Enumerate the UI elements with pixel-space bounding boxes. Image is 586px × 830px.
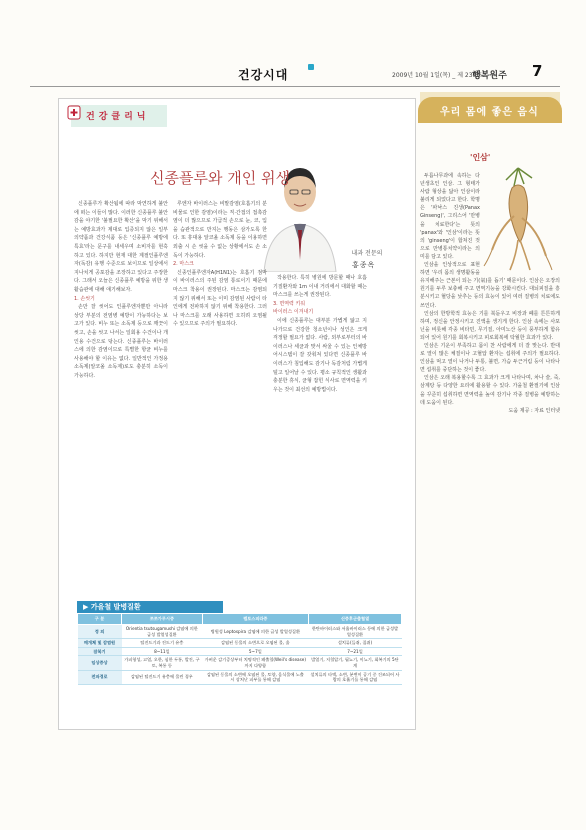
table-header-row — [78, 614, 402, 625]
food-paragraph: 인삼은 기운이 부족하고 몸이 찬 사람에게 더 잘 맞는다. 반대로 열이 많은 체질이나 고혈압 환자는 섭취에 주의가 필요하다. 인삼을 먹고 열이 나거나 두통, 불면, 가슴 두근거림 등이 나타나면 섭취를 중단하는 것이 좋다. — [420, 342, 560, 374]
column-3-heading: 바이러스 이겨내기 — [273, 309, 314, 316]
column-kicker: 건강클리닉 — [86, 112, 150, 122]
food-source: 도움 제공 : 자료 인터넷 — [508, 407, 560, 414]
table-header-cell: 쯔쯔가무시증 — [122, 614, 203, 625]
section-title: 건강시대 — [238, 68, 289, 82]
row-label: 잠복기 — [78, 647, 122, 656]
author-caption: 내과 전문의 — [351, 250, 383, 257]
issue-date: 2009년 10월 1일(목) _ 제 238호 — [392, 72, 483, 79]
row-label: 정 의 — [78, 625, 122, 639]
food-paragraph: 두릅나무과에 속하는 다년생초인 인삼. 그 형태가 사람 형상을 닮아 인삼이라 불리게 되었다고 한다. 학명은 '파낙스 진생(Panax Ginseng)', 그리스어 '만병을 치료한다'는 뜻의 'panax'와 '인삼'이라는 뜻의 'ginseng'이 합쳐진 것으로 만병통치약이라는 의미를 담고 있다. — [420, 173, 480, 260]
page-number: 7 — [532, 62, 543, 80]
table-cell: 병원성 Leptospira 감염에 의한 급성 발열성질환 — [202, 625, 308, 639]
table-header-cell: 구 분 — [78, 614, 122, 625]
table-cell: 털진드기과 진드기 유충 — [122, 639, 203, 648]
column-2-paragraph: 루엔자 바이러스는 비말감염(호흡기의 분비물로 인한 감염)이라는 직·간접의 접촉감염이 더 많으므로 가급적 손으로 눈, 코, 입을 습관적으로 만지는 행동은 삼가도록 한다. 또 휴대용 알코올 소독제 등을 이용하면 외출 시 손 씻을 수 없는 상황에서도 손 소독이 가능하다. — [173, 201, 267, 259]
table-cell: 가피형성, 고열, 오한, 심한 두통, 발진, 구토, 복통 등 — [122, 656, 203, 670]
row-label: 전파경로 — [78, 670, 122, 684]
author-signature: 홍종옥 — [352, 261, 376, 269]
table-cell: 5~7일 — [202, 647, 308, 656]
table-cell: 가벼운 감기증상부터 치명적인 폐출혈(Weil's disease)까지 다양함 — [202, 656, 308, 670]
table-cell: 설치류(들쥐, 집쥐) — [308, 639, 401, 648]
food-paragraph: 인삼의 한방학적 효능은 기를 북돋우고 비장과 폐를 튼튼하게 하며, 정신을 안정시키고 진액을 생기게 한다. 인삼 속에는 사포닌을 비롯해 각종 비타민, 무기질, 아미노산 등이 풍부하게 함유되어 있어 원기를 회복시키고 피로회복에 탁월한 효과가 있다. — [420, 310, 560, 341]
disease-table-title-text: 가을철 발병질환 — [90, 603, 141, 611]
ginseng-icon — [480, 166, 556, 274]
food-paragraph: 인삼을 인상적으로 표현하면 '우리 몸의 생명활동을 유지해주는 근본이 되는 기(氣)를 돕기' 때문이다. 인삼은 오장의 원기를 두루 보충해 주고 면역기능을 강화시킨다. 대뇌피질을 흥분시키고 혈당을 낮추는 등의 효능이 있어 여러 질병의 치료에도 쓰인다. — [420, 262, 560, 309]
header-divider — [30, 86, 560, 87]
table-row — [78, 656, 402, 670]
table-header-cell: 렙토스피라증 — [202, 614, 308, 625]
column-2-paragraph: 신종인플루엔자A(H1N1)는 호흡기 점막이 바이러스의 주된 감염 통로이기 때문에 마스크 착용이 권장된다. 마스크는 감염되지 않기 위해서 또는 이미 감염된 사람이 타인에게 전파하지 않기 위해 착용한다. 그러나 마스크를 오래 사용하면 오히려 오염될 수 있으므로 주의가 필요하다. — [173, 269, 267, 328]
table-cell: 감염된 털진드기 유충에 물린 경우 — [122, 670, 203, 684]
table-cell: 7~21일 — [308, 647, 401, 656]
row-label: 임상증상 — [78, 656, 122, 670]
medical-icon — [67, 104, 81, 120]
article-column-1 — [74, 200, 168, 590]
disease-table — [77, 613, 402, 685]
article-column-3 — [273, 274, 367, 590]
table-cell: 설치류의 타액, 소변, 분변이 공기 중 건조되어 사람의 호흡기를 통해 감염 — [308, 670, 401, 684]
table-cell: 감염된 동물의 소변으로 오염된 물, 흙 — [202, 639, 308, 648]
column-3-heading: 3. 면역력 키워 — [273, 300, 306, 307]
table-row — [78, 670, 402, 684]
column-1-heading: 1. 손씻기 — [74, 295, 95, 302]
table-row — [78, 625, 402, 639]
article-title: 신종플루와 개인 위생 — [150, 169, 290, 187]
paper-name: 행복원주 — [472, 71, 507, 81]
table-row — [78, 647, 402, 656]
table-cell: 8~11일 — [122, 647, 203, 656]
row-label: 매개체 및 감염원 — [78, 639, 122, 648]
disease-table-title: ▶ 가을철 발병질환 — [77, 601, 223, 613]
table-cell: 한탄바이러스와 서울바이러스 등에 의한 급성발열성질환 — [308, 625, 401, 639]
section-bullet-icon — [308, 64, 314, 70]
column-3-paragraph: 작용한다. 특히 병원에 방문할 때나 호흡기질환자와 1m 이내 거리에서 대화할 때는 마스크를 쓰는게 권장된다. — [273, 275, 367, 299]
table-row — [78, 639, 402, 648]
table-cell: Orientia tsutsugamushi 감염에 의한 급성 발열성질환 — [122, 625, 203, 639]
table-header-cell: 신증후군출혈열 — [308, 614, 401, 625]
doctor-photo — [254, 132, 346, 272]
article-column-2 — [173, 200, 267, 590]
food-column-title: 우리 몸에 좋은 음식 — [440, 107, 539, 118]
column-1-paragraph: 손만 잘 씻어도 인플루엔자뿐만 아니라 상당 부분의 전염병 예방이 가능하다는 보고가 있다. 비누 또는 소독제 등으로 깨끗이 씻고, 손을 씻고 나서는 일회용 수건이나 개인용 수건으로 닦는다. 신종플루는 바이러스에 의한 감염이므로 특별한 항균 비누를 사용해야 할 이유는 없다. 일반적인 가정용 소독제(알코올 소독제)로도 충분히 소독이 가능하다. — [74, 304, 168, 379]
column-3-paragraph: 이에 신종플루는 대부분 가볍게 앓고 지나가므로 건강한 청소년이나 성인은 크게 걱정할 필요가 없다. 사람, 외부로부터의 바이러스나 세균과 맞서 싸울 수 있는 인체방어시스템이 잘 갖춰져 있다면 신종플루 바이러스가 침입해도 감기나 독감처럼 가볍게 털고 일어날 수 있다. 평소 규칙적인 생활과 충분한 휴식, 균형 잡힌 식사로 면역력을 키우는 것이 최선의 예방법이다. — [273, 317, 367, 393]
table-cell: 감염된 동물의 소변에 오염된 물, 토양, 음식물에 노출 시 상처난 피부를 통해 감염 — [202, 670, 308, 684]
food-paragraph: 인삼은 오래 복용할수록 그 효과가 크게 나타나며, 차나 술, 죽, 삼계탕 등 다양한 요리에 활용할 수 있다. 가을철 환절기에 인삼을 꾸준히 섭취하면 면역력을 높여 감기나 각종 질병을 예방하는 데 도움이 된다. — [420, 375, 560, 406]
table-cell: 발열기, 저혈압기, 핍뇨기, 이뇨기, 회복기의 5단계 — [308, 656, 401, 670]
column-1-paragraph: 신종플루가 확산됨에 따라 막연하게 불안에 떠는 이들이 많다. 이러한 신종플루 불안감을 야기한 '불필요한 확산'을 막기 위해서는 예방효과가 제대로 입증되지 않은 일부 의약품과 건강식품 등은 '신종플루 예방에 특효'라는 문구를 내세우며 소비자를 현혹하고 있다. 하지만 현재 대한 계절인플루엔자(독감) 유행 수준으로 보이므로 일상에서 지나치게 공포감을 조장하고 있다고 주장한다. 그래서 오늘은 신종플루 예방을 위한 생활습관에 대해 얘기해보자. — [74, 201, 168, 293]
column-2-heading: 2. 마스크 — [173, 261, 194, 268]
food-column-subtitle: '인삼' — [470, 153, 491, 162]
